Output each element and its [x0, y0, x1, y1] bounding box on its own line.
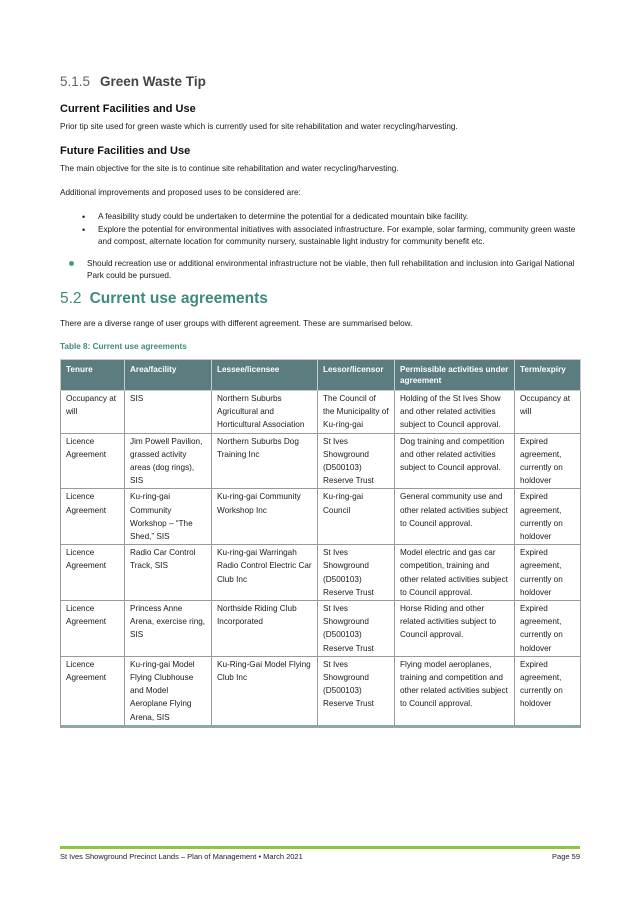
cell-tenure: Occupancy at will: [61, 391, 125, 434]
cell-area: SIS: [125, 391, 212, 434]
agreements-intro: There are a diverse range of user groups with different agreement. These are summarised below.: [60, 319, 413, 328]
table-caption: Table 8: Current use agreements: [60, 342, 187, 351]
table-row: [61, 601, 581, 657]
future-objective-text: The main objective for the site is to continue site rehabilitation and water recycling/harvesting.: [60, 164, 399, 173]
cell-term: Expired agreement, currently on holdover: [515, 489, 581, 545]
cell-lessor: St Ives Showground (D500103) Reserve Trust: [318, 601, 395, 657]
cell-area: Princess Anne Arena, exercise ring, SIS: [125, 601, 212, 657]
list-item: • Explore the potential for environmental initiatives with associated infrastructure. For example, solar farming, community green waste and compost, alternate location for community nursery, sustainable light industry for community benefit etc.: [98, 224, 582, 248]
cell-area: Ku-ring-gai Model Flying Clubhouse and Model Aeroplane Flying Arena, SIS: [125, 656, 212, 726]
cell-lessee: Ku-ring-gai Warringah Radio Control Electric Car Club Inc: [212, 545, 318, 601]
col-header-tenure: Tenure: [61, 360, 125, 391]
rehabilitation-note: [60, 258, 582, 282]
section-title: Green Waste Tip: [100, 74, 206, 89]
rehabilitation-note-text: Should recreation use or additional environmental infrastructure not be viable, then full rehabilitation and inclusion into Garigal National Park could be pursued.: [87, 259, 575, 280]
page-content: [60, 74, 582, 728]
cell-activities: Dog training and competition and other related activities subject to Council approval.: [395, 433, 515, 489]
bullet-dot-icon: [69, 261, 74, 266]
cell-area: Ku-ring-gai Community Workshop – “The Shed,” SIS: [125, 489, 212, 545]
cell-tenure: Licence Agreement: [61, 601, 125, 657]
table-row: [61, 545, 581, 601]
cell-lessee: Northside Riding Club Incorporated: [212, 601, 318, 657]
current-facilities-text: Prior tip site used for green waste which is currently used for site rehabilitation and water recycling/harvesting.: [60, 122, 458, 131]
cell-lessor: The Council of the Municipality of Ku-ring-gai: [318, 391, 395, 434]
cell-lessee: Northern Suburbs Dog Training Inc: [212, 433, 318, 489]
section-number: 5.2: [60, 290, 82, 307]
additional-improvements-text: Additional improvements and proposed uses to be considered are:: [60, 188, 301, 197]
section-heading-515: [60, 74, 582, 89]
cell-tenure: Licence Agreement: [61, 433, 125, 489]
current-facilities-heading: Current Facilities and Use: [60, 103, 196, 115]
col-header-lessee: Lessee/licensee: [212, 360, 318, 391]
footer-document-title: St Ives Showground Precinct Lands – Plan of Management • March 2021: [60, 852, 303, 861]
section-heading-52: [60, 290, 582, 308]
table-header-row: [61, 360, 581, 391]
cell-lessee: Ku-ring-gai Community Workshop Inc: [212, 489, 318, 545]
table-row: [61, 489, 581, 545]
cell-activities: Flying model aeroplanes, training and competition and other related activities subject to Council approval.: [395, 656, 515, 726]
cell-activities: General community use and other related activities subject to Council approval.: [395, 489, 515, 545]
cell-tenure: Licence Agreement: [61, 656, 125, 726]
cell-lessee: Ku-Ring-Gai Model Flying Club Inc: [212, 656, 318, 726]
cell-lessor: St Ives Showground (D500103) Reserve Trust: [318, 545, 395, 601]
footer-divider: [60, 846, 580, 849]
agreements-table: [60, 359, 581, 728]
cell-tenure: Licence Agreement: [61, 489, 125, 545]
table-row: [61, 656, 581, 726]
list-item: • A feasibility study could be undertaken to determine the potential for a dedicated mountain bike facility.: [98, 211, 582, 223]
cell-area: Jim Powell Pavilion, grassed activity areas (dog rings), SIS: [125, 433, 212, 489]
section-title: Current use agreements: [89, 290, 268, 307]
col-header-activities: Permissible activities under agreement: [395, 360, 515, 391]
cell-term: Expired agreement, currently on holdover: [515, 601, 581, 657]
cell-term: Occupancy at will: [515, 391, 581, 434]
cell-activities: Holding of the St Ives Show and other related activities subject to Council approval.: [395, 391, 515, 434]
table-row: [61, 433, 581, 489]
future-facilities-heading: Future Facilities and Use: [60, 145, 191, 157]
footer-page-number: Page 59: [552, 852, 580, 861]
col-header-term: Term/expiry: [515, 360, 581, 391]
col-header-area: Area/facility: [125, 360, 212, 391]
cell-activities: Horse Riding and other related activities subject to Council approval.: [395, 601, 515, 657]
cell-term: Expired agreement, currently on holdover: [515, 545, 581, 601]
improvements-list: [60, 211, 582, 248]
cell-lessor: St Ives Showground (D500103) Reserve Trust: [318, 433, 395, 489]
table-row: [61, 391, 581, 434]
cell-lessor: St Ives Showground (D500103) Reserve Trust: [318, 656, 395, 726]
cell-area: Radio Car Control Track, SIS: [125, 545, 212, 601]
section-number: 5.1.5: [60, 74, 91, 89]
cell-term: Expired agreement, currently on holdover: [515, 656, 581, 726]
cell-term: Expired agreement, currently on holdover: [515, 433, 581, 489]
cell-tenure: Licence Agreement: [61, 545, 125, 601]
cell-lessee: Northern Suburbs Agricultural and Horticultural Association: [212, 391, 318, 434]
cell-lessor: Ku-ring-gai Council: [318, 489, 395, 545]
cell-activities: Model electric and gas car competition, training and other related activities subject to Council approval.: [395, 545, 515, 601]
col-header-lessor: Lessor/licensor: [318, 360, 395, 391]
